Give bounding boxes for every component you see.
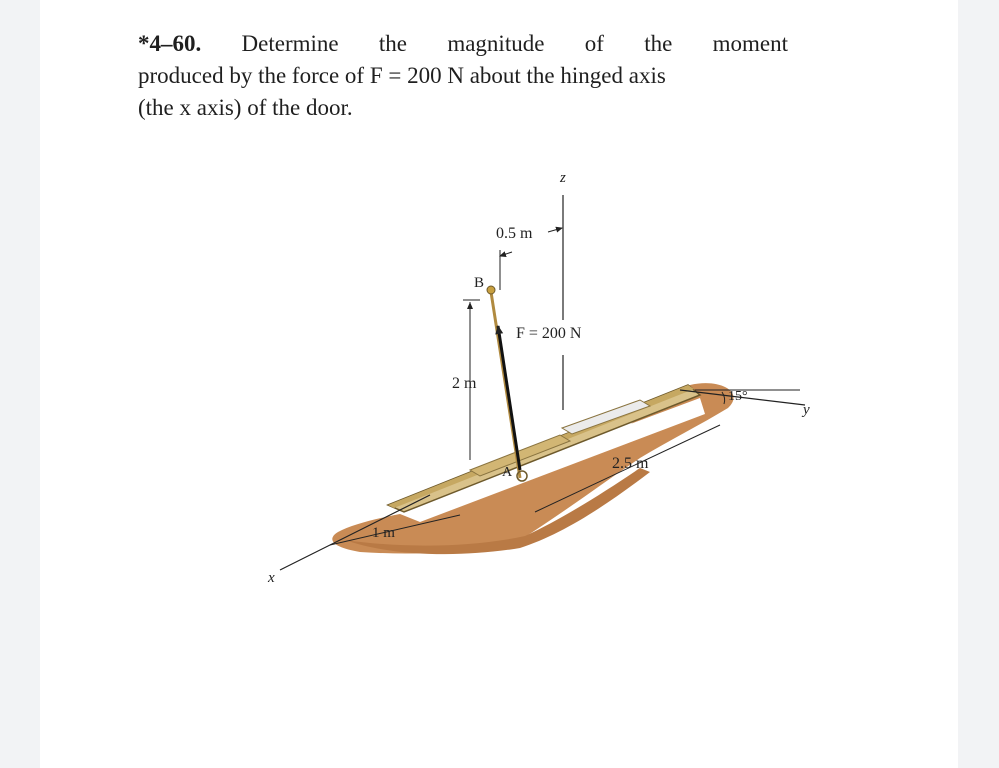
problem-line-2: produced by the force of F = 200 N about the hinged axis: [138, 63, 666, 88]
point-b-hook: [487, 286, 495, 294]
force-arrow: [498, 326, 520, 470]
dim-top-arrow-left: [500, 252, 512, 256]
dim-length-label: 2.5 m: [612, 455, 649, 472]
problem-word: magnitude: [447, 31, 545, 56]
dim-height-label: 2 m: [452, 375, 477, 392]
problem-word: the: [378, 31, 408, 56]
problem-word: of: [584, 31, 604, 56]
dim-top-label: 0.5 m: [496, 225, 533, 242]
z-axis-label: z: [560, 170, 566, 186]
problem-word: the: [644, 31, 673, 56]
point-b-label: B: [474, 275, 485, 291]
problem-word: Determine: [241, 31, 339, 56]
dim-width-label: 1 m: [372, 525, 395, 541]
x-axis-label: x: [268, 570, 275, 586]
force-label: F = 200 N: [516, 325, 582, 342]
dim-top-arrow-right: [548, 228, 562, 232]
angle-label: 15°: [728, 389, 748, 404]
point-a-label: A: [502, 465, 513, 480]
problem-line-3: (the x axis) of the door.: [138, 95, 353, 120]
problem-number: *4–60.: [138, 31, 202, 56]
y-axis-label: y: [803, 402, 810, 418]
problem-word: moment: [712, 31, 788, 56]
